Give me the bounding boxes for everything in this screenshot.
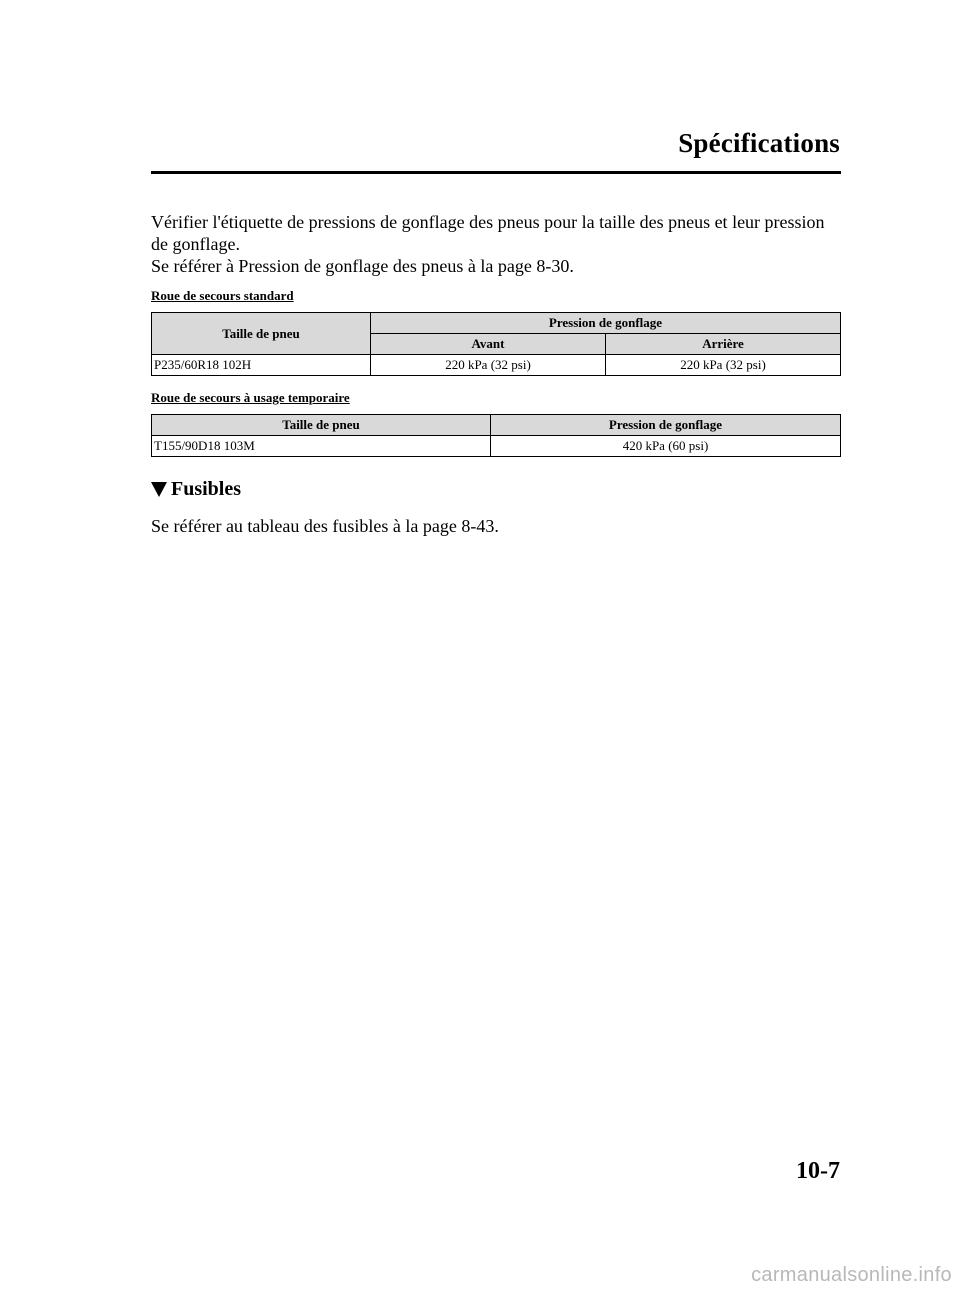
column-header-rear: Arrière xyxy=(606,334,841,355)
column-header-front: Avant xyxy=(371,334,606,355)
header-divider xyxy=(151,171,841,174)
standard-spare-table xyxy=(151,312,841,376)
rear-pressure-cell: 220 kPa (32 psi) xyxy=(606,355,841,376)
front-pressure-cell: 220 kPa (32 psi) xyxy=(371,355,606,376)
table-row xyxy=(152,355,841,376)
tire-size-cell: T155/90D18 103M xyxy=(152,436,491,457)
page-number: 10-7 xyxy=(796,1158,840,1184)
watermark: carmanualsonline.info xyxy=(751,1264,952,1286)
tire-size-cell: P235/60R18 102H xyxy=(152,355,371,376)
table-header-row xyxy=(152,313,841,334)
page-title: Spécifications xyxy=(678,128,840,158)
temporary-spare-caption: Roue de secours à usage temporaire xyxy=(151,390,350,405)
table-header-row xyxy=(152,415,841,436)
intro-text xyxy=(151,211,841,277)
intro-paragraph: Vérifier l'étiquette de pressions de gonflage des pneus pour la taille des pneus et leur pression de gonflage. xyxy=(151,212,825,254)
section-triangle-icon xyxy=(151,482,167,497)
fuses-reference: Se référer au tableau des fusibles à la page 8-43. xyxy=(151,516,499,536)
standard-spare-caption: Roue de secours standard xyxy=(151,288,294,303)
fuses-title: Fusibles xyxy=(171,478,242,500)
intro-reference: Se référer à Pression de gonflage des pneus à la page 8-30. xyxy=(151,256,574,276)
column-header-pressure: Pression de gonflage xyxy=(491,415,841,436)
pressure-cell: 420 kPa (60 psi) xyxy=(491,436,841,457)
column-header-pressure: Pression de gonflage xyxy=(371,313,841,334)
table-row xyxy=(152,436,841,457)
column-header-size: Taille de pneu xyxy=(152,415,491,436)
temporary-spare-table xyxy=(151,414,841,457)
column-header-size: Taille de pneu xyxy=(152,313,371,355)
fuses-heading xyxy=(151,478,241,501)
